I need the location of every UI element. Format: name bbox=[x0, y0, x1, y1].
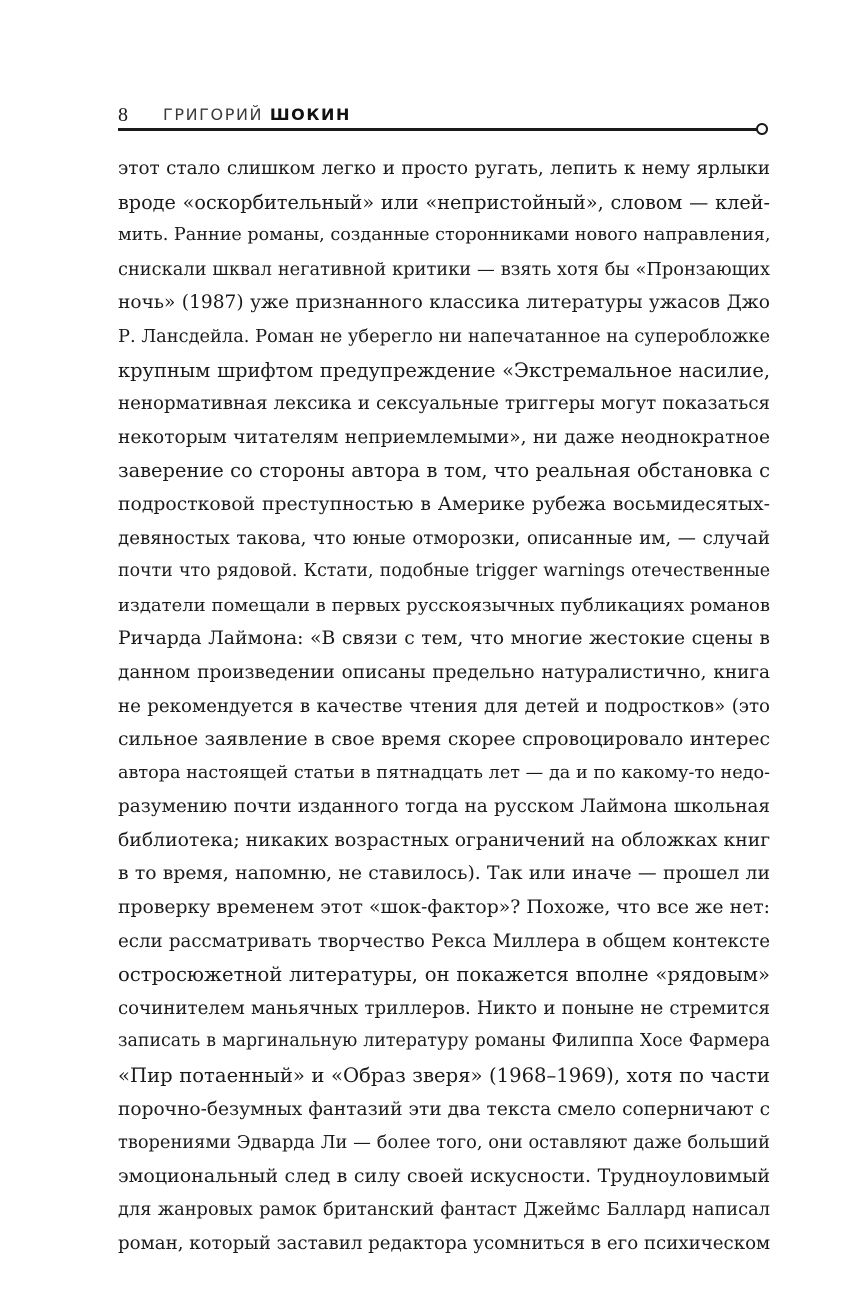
page-number: 8 bbox=[118, 104, 128, 126]
text-line: ненормативная лексика и сексуальные триггеры могут показаться bbox=[118, 393, 770, 415]
text-line: в то время, напомню, не ставилось). Так или иначе — прошел ли bbox=[118, 863, 770, 885]
text-line: автора настоящей статьи в пятнадцать лет — да и по какому-то недо- bbox=[118, 762, 770, 783]
text-line: разумению почти изданного тогда на русском Лаймона школьная bbox=[118, 796, 770, 818]
text-line: сильное заявление в свое время скорее спровоцировало интерес bbox=[118, 729, 770, 751]
running-header bbox=[118, 102, 770, 128]
text-line: вроде «оскорбительный» или «непристойный», словом — клей- bbox=[118, 190, 770, 214]
text-line: не рекомендуется в качестве чтения для детей и подростков» (это bbox=[118, 695, 770, 717]
text-line: библиотека; никаких возрастных ограничений на обложках книг bbox=[118, 829, 770, 851]
text-line: если рассматривать творчество Рекса Миллера в общем контексте bbox=[118, 930, 770, 952]
running-head-author bbox=[163, 105, 351, 125]
text-line: проверку временем этот «шок-фактор»? Похоже, что все же нет: bbox=[118, 897, 770, 919]
text-line: творениями Эдварда Ли — более того, они оставляют даже больший bbox=[118, 1132, 770, 1154]
text-line: этот стало слишком легко и просто ругать, лепить к нему ярлыки bbox=[118, 158, 770, 179]
text-line: Ричарда Лаймона: «В связи с тем, что многие жестокие сцены в bbox=[118, 628, 770, 650]
header-rule bbox=[118, 128, 758, 131]
text-line: издатели помещали в первых русскоязычных публикациях романов bbox=[118, 594, 770, 616]
text-line: остросюжетной литературы, он покажется вполне «рядовым» bbox=[118, 963, 770, 987]
header-rule-end-circle bbox=[756, 123, 768, 135]
text-line: ночь» (1987) уже признанного классика литературы ужасов Джо bbox=[118, 292, 770, 314]
text-line: некоторым читателям неприемлемыми», ни даже неоднократное bbox=[118, 426, 770, 448]
text-line: для жанровых рамок британский фантаст Джеймс Баллард написал bbox=[118, 1199, 770, 1221]
text-line: роман, который заставил редактора усомниться в его психическом bbox=[118, 1233, 770, 1254]
text-line: порочно-безумных фантазий эти два текста смело соперничают с bbox=[118, 1098, 770, 1120]
text-line: подростковой преступностью в Америке рубежа восьмидесятых- bbox=[118, 493, 770, 515]
text-line: Р. Лансдейла. Роман не уберегло ни напечатанное на суперобложке bbox=[118, 325, 770, 347]
text-line: «Пир потаенный» и «Образ зверя» (1968–1969), хотя по части bbox=[118, 1064, 770, 1088]
text-line: снискали шквал негативной критики — взять хотя бы «Пронзающих bbox=[118, 258, 770, 280]
text-line: почти что рядовой. Кстати, подобные trigger warnings отечественные bbox=[118, 561, 770, 582]
text-line: сочинителем маньячных триллеров. Никто и поныне не стремится bbox=[118, 997, 770, 1019]
text-line: эмоциональный след в силу своей искусности. Трудноуловимый bbox=[118, 1164, 770, 1187]
text-line: девяностых такова, что юные отморозки, описанные им, — случай bbox=[118, 527, 770, 549]
text-line: записать в маргинальную литературу романы Филиппа Хосе Фармера bbox=[118, 1031, 770, 1052]
body-text bbox=[118, 152, 770, 1261]
text-line: данном произведении описаны предельно натуралистично, книга bbox=[118, 661, 770, 683]
text-line: крупным шрифтом предупреждение «Экстремальное насилие, bbox=[118, 358, 770, 382]
text-line: мить. Ранние романы, созданные сторонниками нового направления, bbox=[118, 225, 770, 246]
author-last-name: ШОКИН bbox=[269, 105, 352, 124]
text-line: заверение со стороны автора в том, что реальная обстановка с bbox=[118, 459, 770, 483]
author-first-name: ГРИГОРИЙ bbox=[163, 105, 264, 124]
